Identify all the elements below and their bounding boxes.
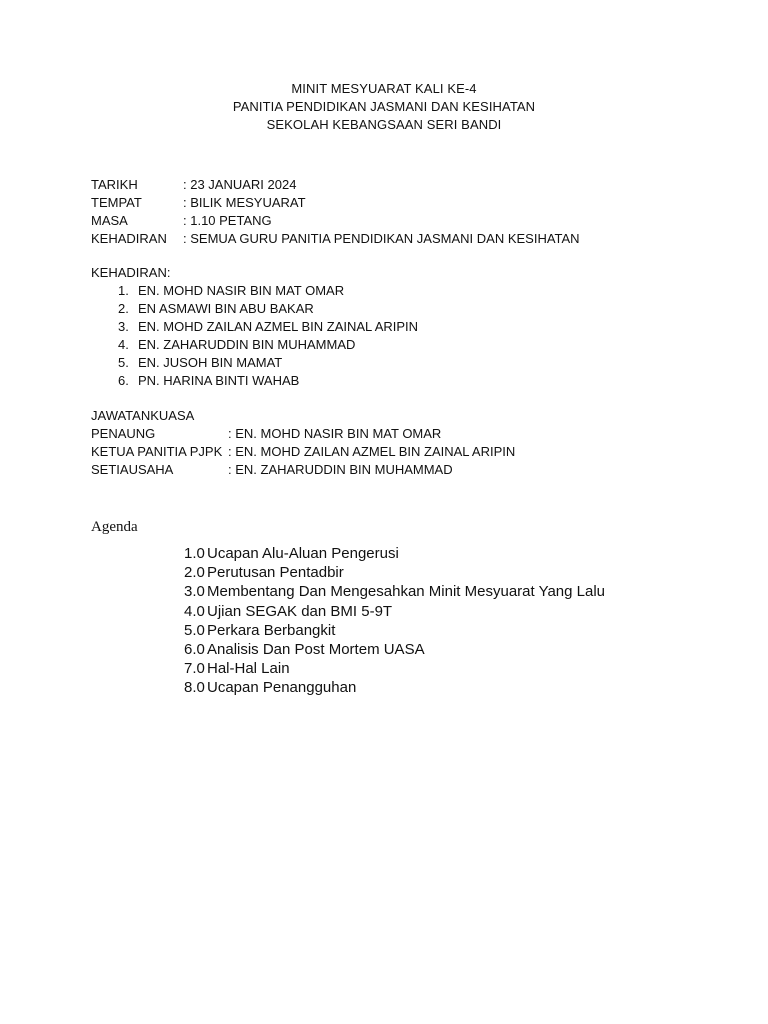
info-row-time bbox=[91, 212, 580, 230]
list-item bbox=[91, 300, 418, 318]
committee-row-patron bbox=[91, 425, 515, 443]
agenda-number: 4.0 bbox=[184, 602, 205, 620]
list-item-number: 5. bbox=[118, 355, 129, 370]
agenda-number: 7.0 bbox=[184, 660, 205, 678]
info-label: TEMPAT bbox=[91, 195, 142, 210]
committee-label: SETIAUSAHA bbox=[91, 462, 174, 477]
info-label: MASA bbox=[91, 213, 128, 228]
list-item-name: EN. MOHD NASIR BIN MAT OMAR bbox=[138, 283, 345, 298]
agenda-title: Agenda bbox=[91, 519, 138, 535]
info-label: KEHADIRAN bbox=[91, 231, 167, 246]
info-value: : 1.10 PETANG bbox=[183, 213, 272, 228]
list-item bbox=[184, 659, 605, 678]
agenda-text: Ujian SEGAK dan BMI 5-9T bbox=[207, 602, 393, 620]
list-item bbox=[91, 318, 418, 336]
agenda-text: Perutusan Pentadbir bbox=[207, 564, 344, 582]
committee-label: PENAUNG bbox=[91, 426, 156, 441]
list-item-number: 6. bbox=[118, 373, 129, 388]
list-item-name: EN. JUSOH BIN MAMAT bbox=[138, 355, 283, 370]
committee-value: : EN. MOHD NASIR BIN MAT OMAR bbox=[228, 426, 442, 441]
list-item bbox=[184, 582, 605, 601]
agenda-text: Analisis Dan Post Mortem UASA bbox=[207, 641, 425, 659]
list-item bbox=[184, 621, 605, 640]
agenda-text: Membentang Dan Mengesahkan Minit Mesyuarat Yang Lalu bbox=[207, 583, 606, 601]
meeting-info bbox=[91, 176, 580, 248]
info-label: TARIKH bbox=[91, 177, 138, 192]
header-panel: PANITIA PENDIDIKAN JASMANI DAN KESIHATAN bbox=[232, 99, 536, 114]
agenda-number: 1.0 bbox=[184, 545, 205, 562]
list-item bbox=[184, 602, 605, 621]
agenda-list bbox=[184, 544, 605, 698]
list-item-name: PN. HARINA BINTI WAHAB bbox=[138, 373, 300, 388]
list-item-number: 2. bbox=[118, 301, 129, 316]
committee-row-head bbox=[91, 443, 515, 461]
committee-section bbox=[91, 407, 515, 479]
list-item bbox=[91, 336, 418, 354]
info-value: : 23 JANUARI 2024 bbox=[183, 177, 297, 192]
agenda-number: 6.0 bbox=[184, 641, 205, 659]
list-item bbox=[91, 282, 418, 300]
info-value: : BILIK MESYUARAT bbox=[183, 195, 306, 210]
list-item bbox=[184, 563, 605, 582]
committee-row-secretary bbox=[91, 461, 515, 479]
info-row-date bbox=[91, 176, 580, 194]
info-row-attendance bbox=[91, 230, 580, 248]
info-row-place bbox=[91, 194, 580, 212]
committee-title: JAWATANKUASA bbox=[91, 408, 195, 423]
attendance-section bbox=[91, 264, 418, 390]
agenda-text: Perkara Berbangkit bbox=[207, 621, 336, 639]
info-value: : SEMUA GURU PANITIA PENDIDIKAN JASMANI DAN KESIHATAN bbox=[183, 231, 580, 246]
agenda-text: Hal-Hal Lain bbox=[207, 660, 290, 678]
agenda-text: Ucapan Alu-Aluan Pengerusi bbox=[207, 545, 399, 562]
list-item-number: 1. bbox=[118, 283, 129, 298]
agenda-number: 5.0 bbox=[184, 621, 205, 639]
list-item bbox=[184, 678, 605, 697]
header-title: MINIT MESYUARAT KALI KE-4 bbox=[291, 81, 477, 96]
list-item-name: EN ASMAWI BIN ABU BAKAR bbox=[138, 301, 314, 316]
list-item-number: 3. bbox=[118, 319, 129, 334]
list-item bbox=[184, 544, 605, 563]
attendance-list bbox=[91, 282, 418, 390]
list-item-number: 4. bbox=[118, 337, 129, 352]
attendance-title: KEHADIRAN: bbox=[91, 265, 171, 280]
document-header bbox=[0, 80, 768, 134]
list-item bbox=[91, 354, 418, 372]
agenda-text: Ucapan Penangguhan bbox=[207, 679, 357, 697]
agenda-number: 2.0 bbox=[184, 564, 205, 582]
list-item-name: EN. ZAHARUDDIN BIN MUHAMMAD bbox=[138, 337, 356, 352]
list-item bbox=[91, 372, 418, 390]
list-item bbox=[184, 640, 605, 659]
list-item-name: EN. MOHD ZAILAN AZMEL BIN ZAINAL ARIPIN bbox=[138, 319, 419, 334]
agenda-number: 8.0 bbox=[184, 679, 205, 697]
committee-label: KETUA PANITIA PJPK bbox=[91, 444, 223, 459]
agenda-number: 3.0 bbox=[184, 583, 205, 601]
header-school: SEKOLAH KEBANGSAAN SERI BANDI bbox=[266, 117, 502, 132]
committee-value: : EN. MOHD ZAILAN AZMEL BIN ZAINAL ARIPIN bbox=[228, 444, 516, 459]
committee-value: : EN. ZAHARUDDIN BIN MUHAMMAD bbox=[228, 462, 453, 477]
